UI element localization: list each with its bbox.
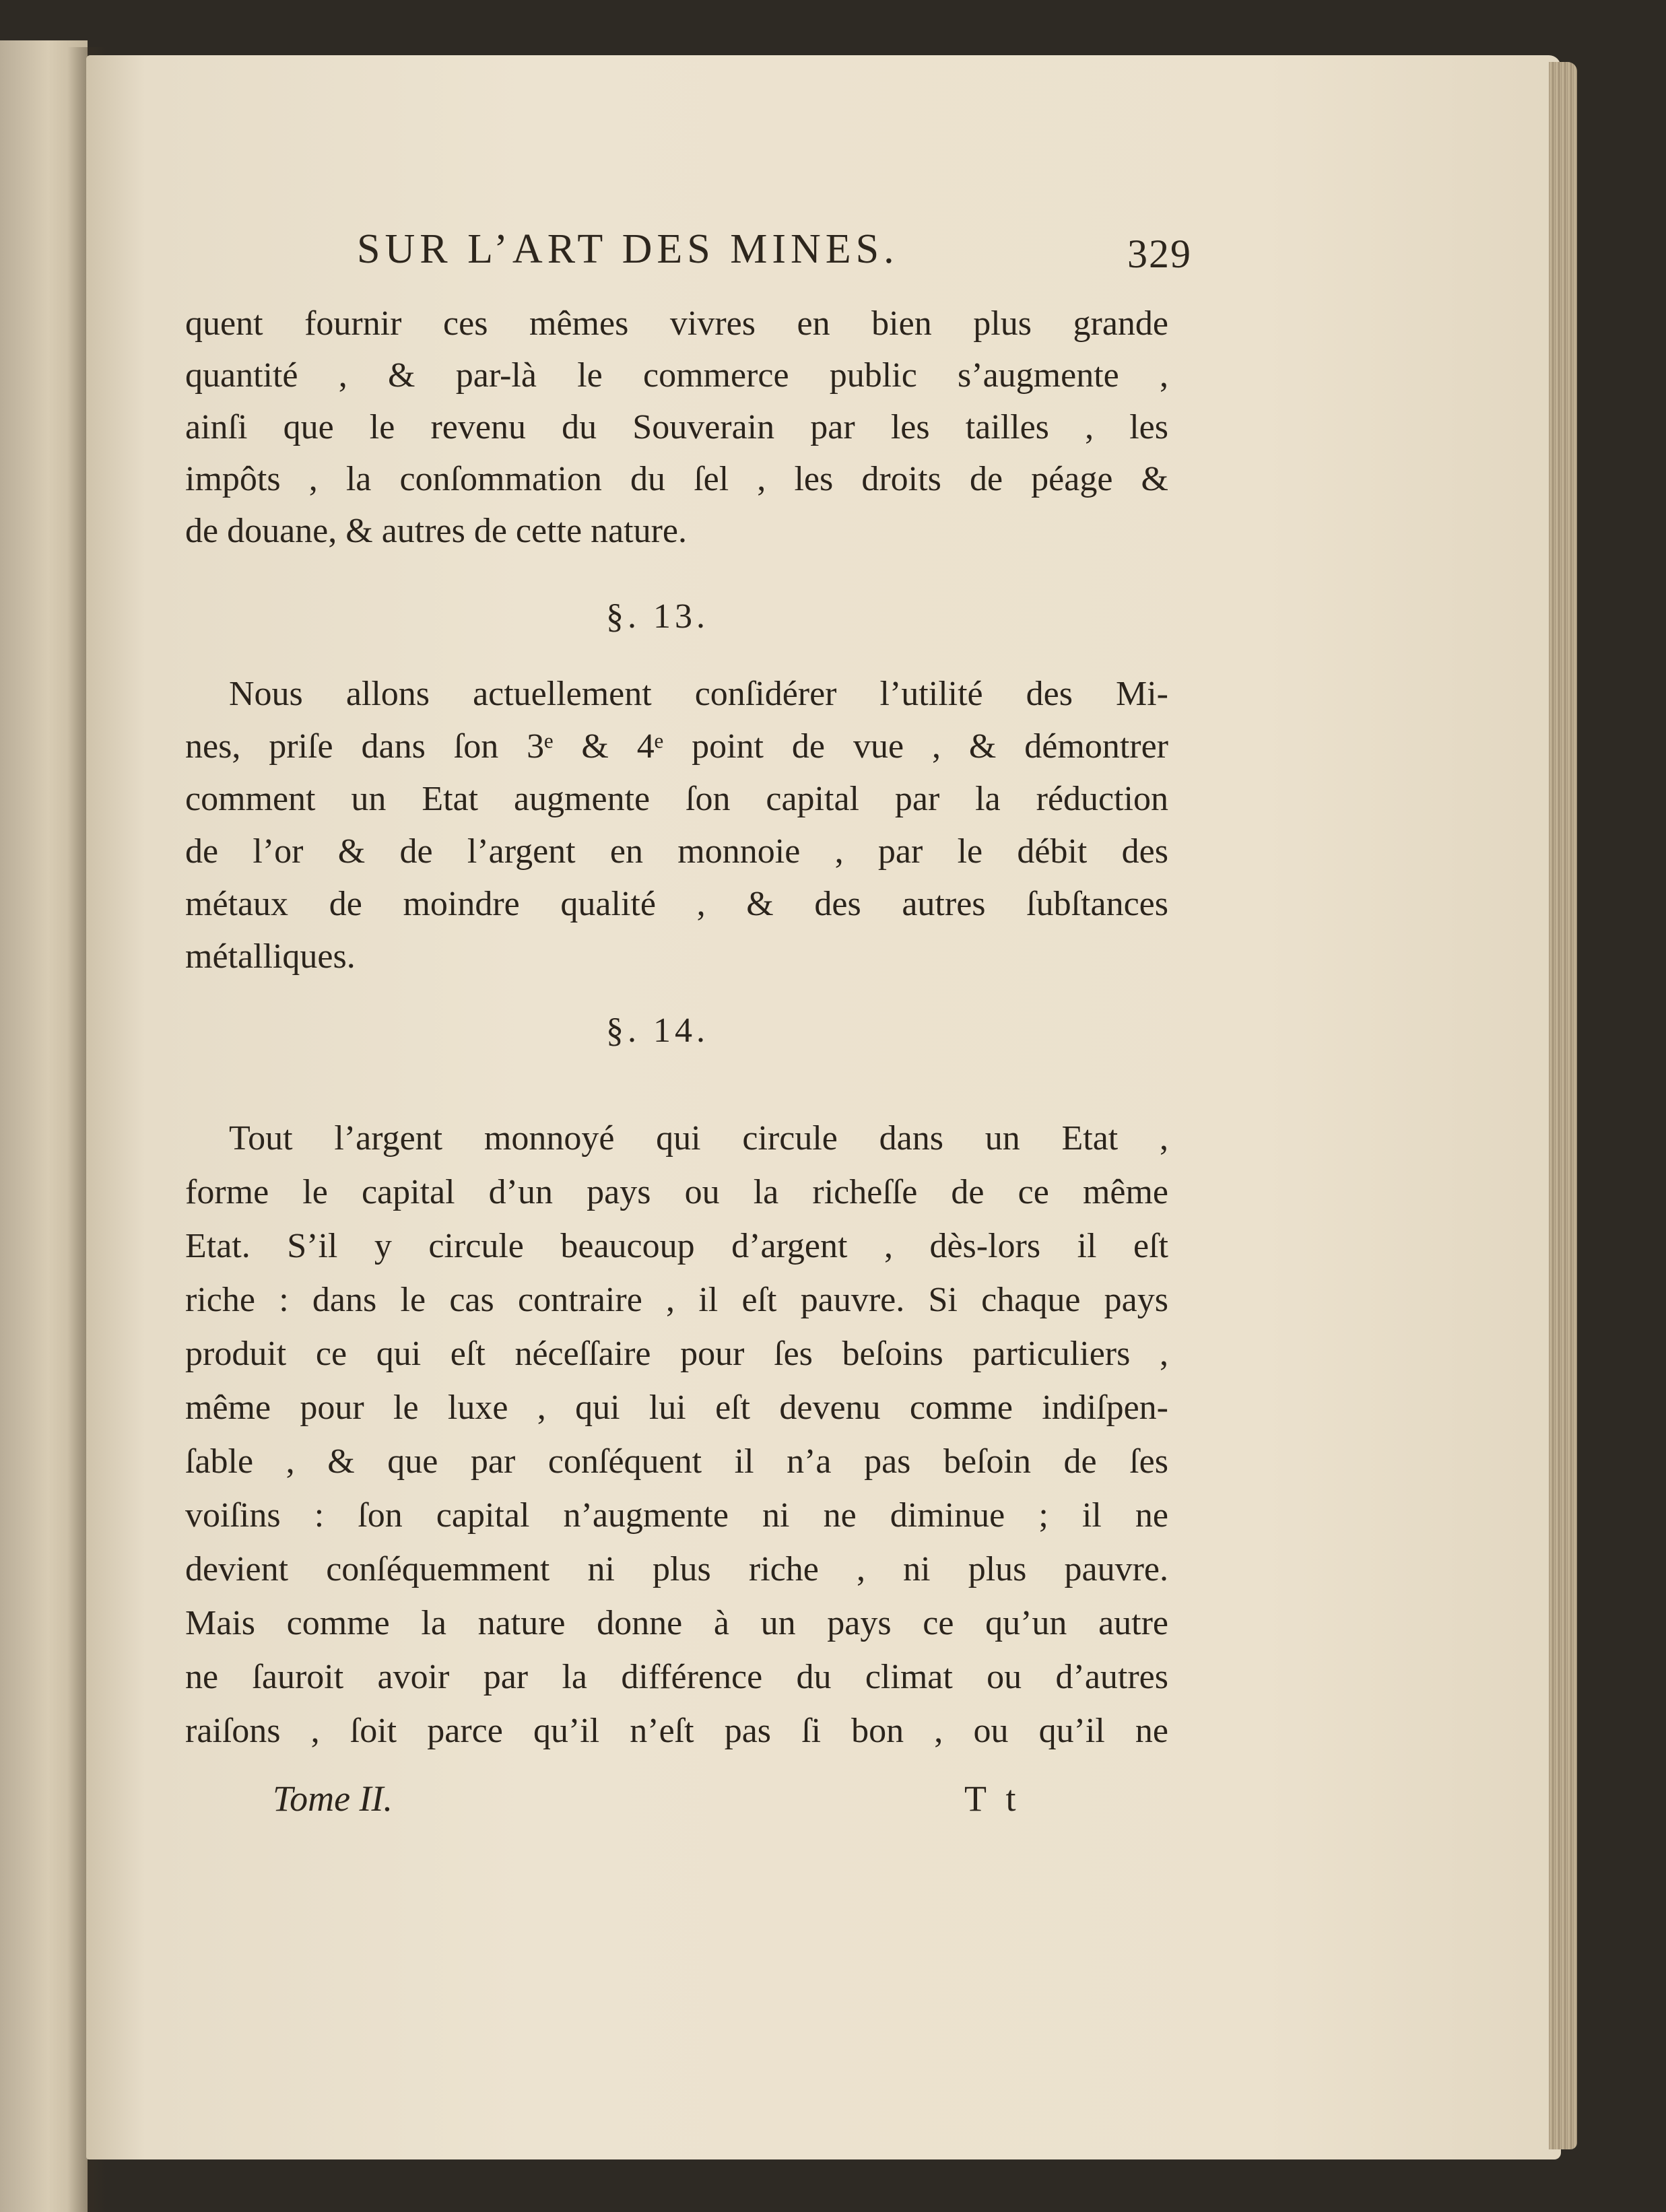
text-line: quent fournir ces mêmes vivres en bien plus grande xyxy=(185,304,1168,343)
page-block-edges xyxy=(1549,62,1577,2149)
text-line: Nous allons actuellement conſidérer l’utilité des Mi- xyxy=(229,675,1168,713)
text-line: métalliques. xyxy=(185,937,356,976)
text-line: même pour le luxe , qui lui eſt devenu comme indiſpen- xyxy=(185,1388,1168,1427)
text-line: voiſins : ſon capital n’augmente ni ne diminue ; il ne xyxy=(185,1496,1168,1535)
text-line: riche : dans le cas contraire , il eſt pauvre. Si chaque pays xyxy=(185,1281,1168,1319)
text-line: ainſi que le revenu du Souverain par les tailles , les xyxy=(185,408,1168,446)
text-line: de douane, & autres de cette nature. xyxy=(185,512,687,550)
section-heading-13: §. 13. xyxy=(606,597,709,636)
running-title: SUR L’ART DES MINES. xyxy=(357,226,899,272)
volume-footer: Tome II. xyxy=(273,1778,393,1819)
page-number: 329 xyxy=(1127,232,1192,276)
text-line: comment un Etat augmente ſon capital par la réduction xyxy=(185,780,1168,818)
signature-mark: T t xyxy=(964,1778,1022,1819)
section-heading-14: §. 14. xyxy=(606,1011,709,1050)
text-line: ne ſauroit avoir par la différence du climat ou d’autres xyxy=(185,1658,1168,1696)
text-line: ſable , & que par conſéquent il n’a pas beſoin de ſes xyxy=(185,1442,1168,1481)
text-line: raiſons , ſoit parce qu’il n’eſt pas ſi bon , ou qu’il ne xyxy=(185,1712,1168,1750)
text-line: quantité , & par-là le commerce public s’augmente , xyxy=(185,356,1168,395)
running-head xyxy=(357,226,1192,279)
text-line: métaux de moindre qualité , & des autres ſubſtances xyxy=(185,885,1168,923)
text-line: Etat. S’il y circule beaucoup d’argent , dès-lors il eſt xyxy=(185,1227,1168,1265)
text-line: de l’or & de l’argent en monnoie , par le débit des xyxy=(185,832,1168,871)
text-line: devient conſéquemment ni plus riche , ni plus pauvre. xyxy=(185,1550,1168,1588)
text-line: produit ce qui eſt néceſſaire pour ſes beſoins particuliers , xyxy=(185,1335,1168,1373)
text-line: Mais comme la nature donne à un pays ce qu’un autre xyxy=(185,1604,1168,1642)
text-line: impôts , la conſommation du ſel , les droits de péage & xyxy=(185,460,1168,498)
text-line: Tout l’argent monnoyé qui circule dans un Etat , xyxy=(229,1119,1168,1158)
text-line: forme le capital d’un pays ou la richeſſe de ce même xyxy=(185,1173,1168,1211)
text-line: nes, priſe dans ſon 3ᵉ & 4ᵉ point de vue , & démontrer xyxy=(185,727,1168,766)
